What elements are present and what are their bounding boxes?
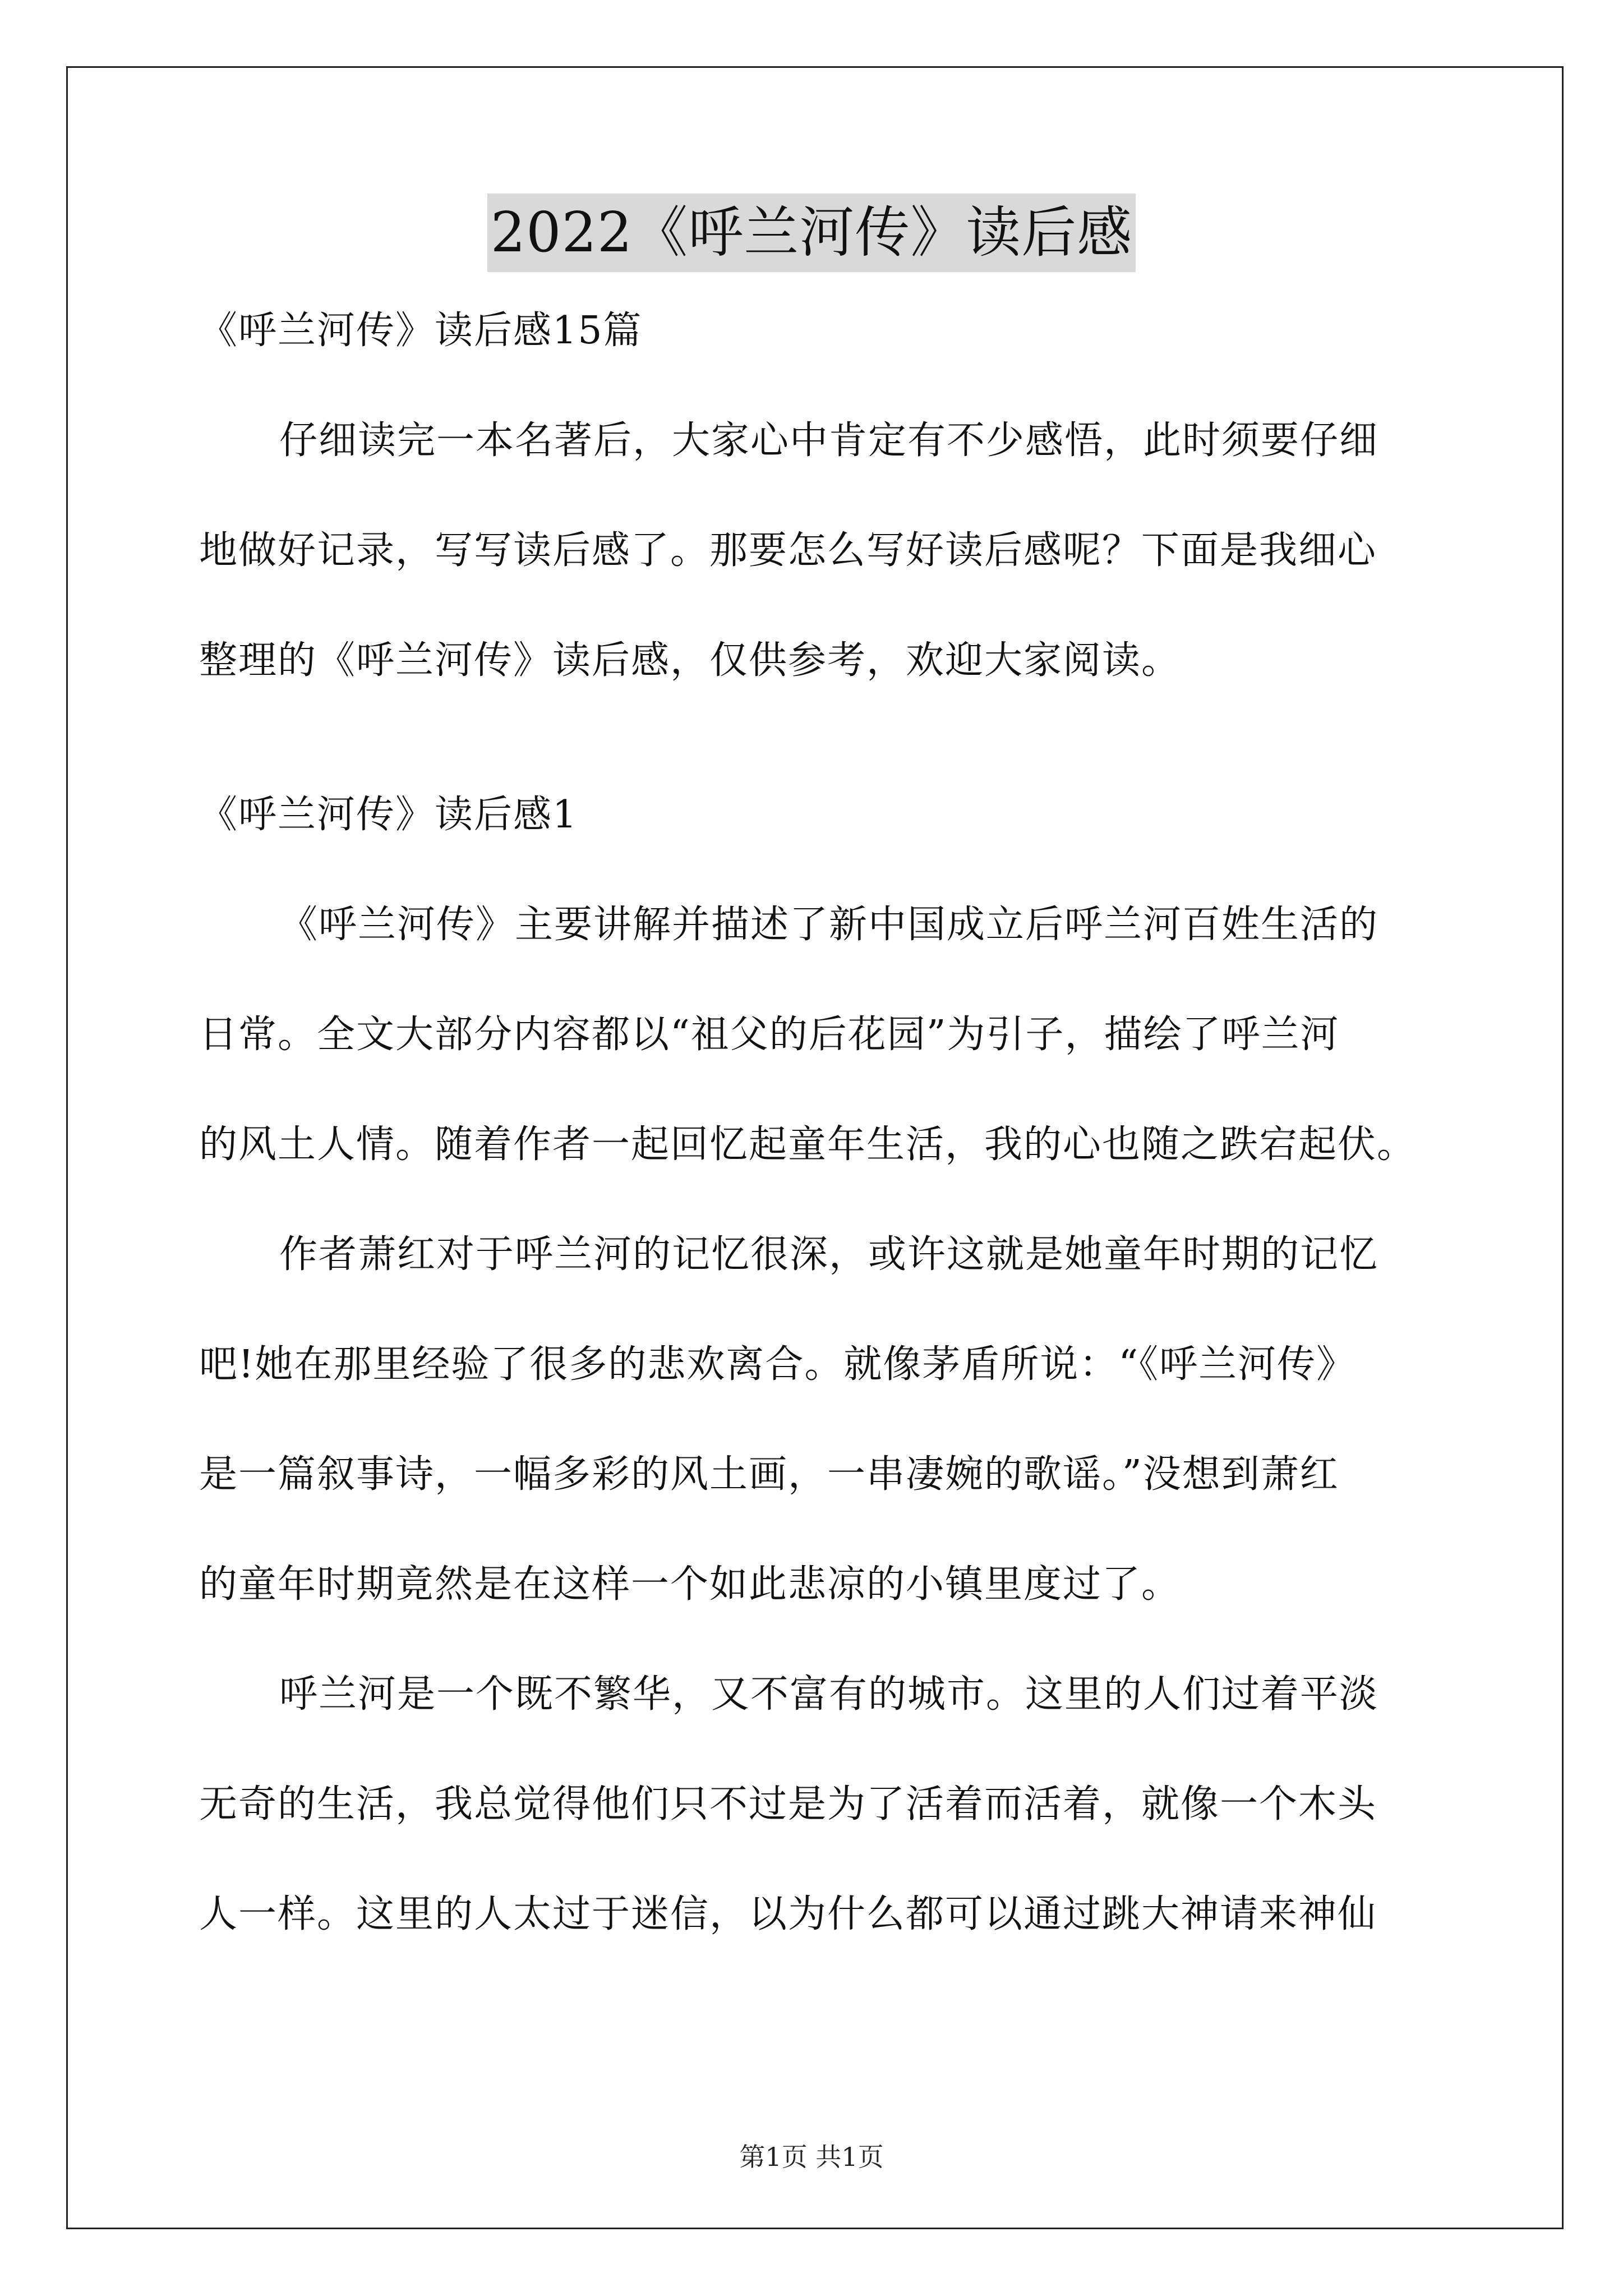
page-footer: 第1页 共1页 — [739, 2142, 884, 2172]
paragraph-line: 的风土人情。随着作者一起回忆起童年生活，我的心也随之跌宕起伏。 — [199, 1122, 1417, 1167]
paragraph-line: 作者萧红对于呼兰河的记忆很深，或许这就是她童年时期的记忆 — [279, 1232, 1379, 1277]
intro-paragraph — [199, 413, 1455, 689]
body-paragraph — [199, 1227, 1455, 1613]
paragraph-line: 是一篇叙事诗，一幅多彩的风土画，一串凄婉的歌谣。”没想到萧红 — [199, 1452, 1339, 1497]
paragraph-line: 人一样。这里的人太过于迷信，以为什么都可以通过跳大神请来神仙 — [199, 1892, 1377, 1936]
document-title: 2022《呼兰河传》读后感 — [487, 194, 1136, 272]
intro-line: 仔细读完一本名著后，大家心中肯定有不少感悟，此时须要仔细 — [279, 418, 1379, 463]
paragraph-line: 呼兰河是一个既不繁华，又不富有的城市。这里的人们过着平淡 — [279, 1672, 1379, 1717]
title-container — [0, 194, 1623, 272]
paragraph-line: 日常。全文大部分内容都以“祖父的后花园”为引子，描绘了呼兰河 — [199, 1013, 1340, 1057]
intro-line: 地做好记录，写写读后感了。那要怎么写好读后感呢？下面是我细心 — [199, 528, 1377, 573]
paragraph-line: 的童年时期竟然是在这样一个如此悲凉的小镇里度过了。 — [199, 1562, 1181, 1607]
paragraph-line: 吧!她在那里经验了很多的悲欢离合。就像茅盾所说：“《呼兰河传》 — [199, 1342, 1356, 1387]
subtitle: 《呼兰河传》读后感15篇 — [199, 309, 643, 353]
body-paragraph — [199, 897, 1455, 1173]
intro-line: 整理的《呼兰河传》读后感，仅供参考，欢迎大家阅读。 — [199, 638, 1181, 683]
body-paragraph — [199, 1667, 1455, 1943]
paragraph-line: 无奇的生活，我总觉得他们只不过是为了活着而活着，就像一个木头 — [199, 1782, 1377, 1826]
paragraph-line: 《呼兰河传》主要讲解并描述了新中国成立后呼兰河百姓生活的 — [279, 903, 1379, 947]
document-body — [199, 303, 1455, 1943]
section-heading: 《呼兰河传》读后感1 — [199, 793, 578, 837]
